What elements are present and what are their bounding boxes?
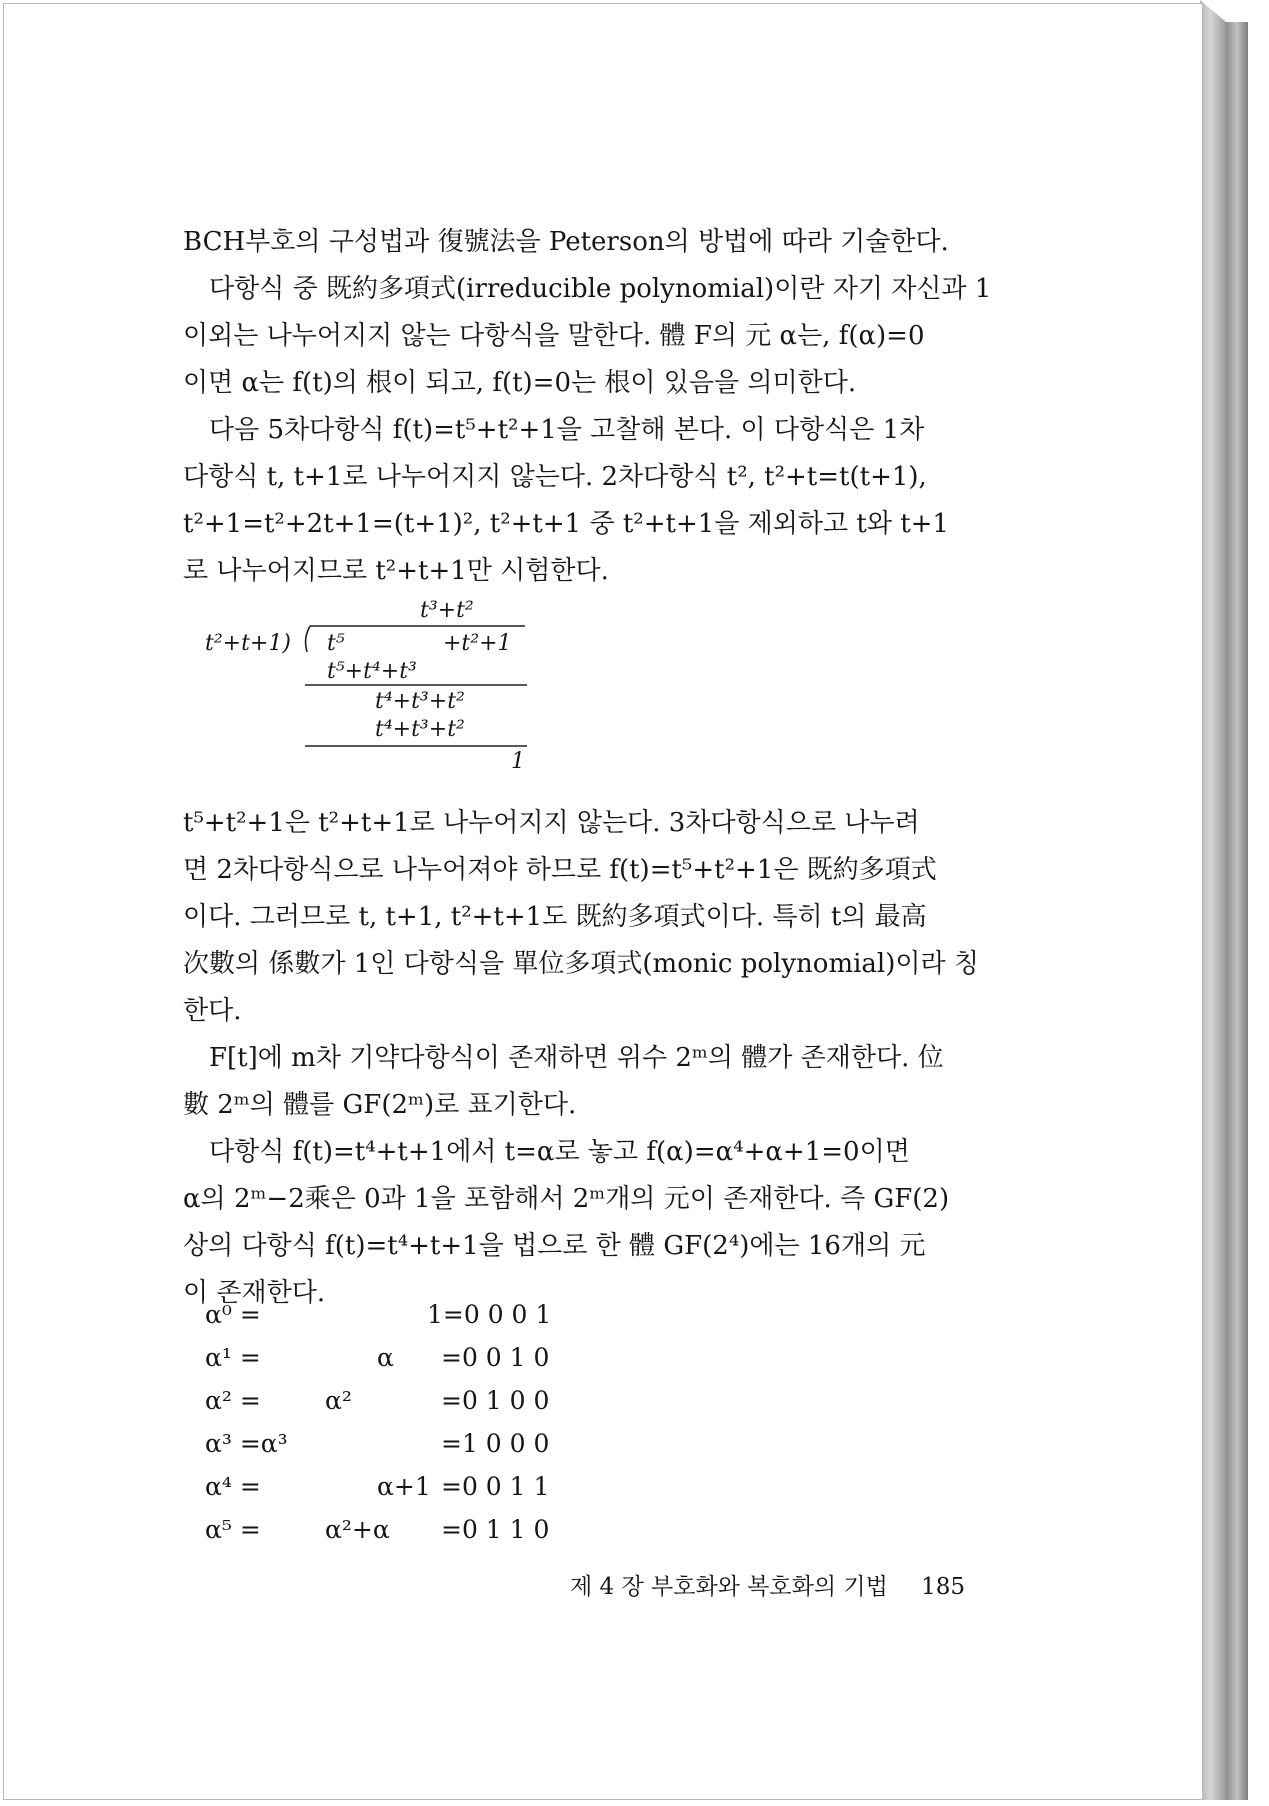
body-text-bottom (183, 800, 1003, 1317)
division-quotient: t³+t² (420, 598, 474, 623)
power-label: α³ =α³ (205, 1429, 288, 1458)
power-term-a2: α²+α (325, 1515, 390, 1544)
chapter-title: 제 4 장 부호화와 복호화의 기법 (570, 1574, 888, 1600)
paragraph-gf16 (183, 1129, 1003, 1317)
table-row (205, 1300, 625, 1340)
page-number: 185 (921, 1574, 966, 1600)
power-term-a1: α+1 (377, 1472, 431, 1501)
power-term-a1: α (377, 1343, 394, 1372)
power-binary: =0 1 0 0 (441, 1386, 550, 1415)
text-line: 次數의 係數가 1인 다항식을 單位多項式(monic polynomial)이라 칭 (183, 949, 979, 979)
power-label: α² = (205, 1386, 261, 1415)
power-term-a2: α² (325, 1386, 352, 1415)
table-row (205, 1515, 625, 1555)
table-row (205, 1429, 625, 1469)
text-line: 상의 다항식 f(t)=t⁴+t+1을 법으로 한 體 GF(2⁴)에는 16개의 元 (183, 1231, 926, 1261)
paragraph-example (183, 407, 1003, 595)
text-line: 면 2차다항식으로 나누어져야 하므로 f(t)=t⁵+t²+1은 既約多項式 (183, 855, 937, 885)
text-line: α의 2ᵐ−2乘은 0과 1을 포함해서 2ᵐ개의 元이 존재한다. 즉 GF(2) (183, 1184, 950, 1214)
division-subtract-1: t⁵+t⁴+t³ (327, 659, 417, 684)
page-edge-shadow (1200, 0, 1226, 1800)
paragraph-result (183, 800, 1003, 1035)
power-label: α⁵ = (205, 1515, 261, 1544)
text-line: 다음 5차다항식 f(t)=t⁵+t²+1을 고찰해 본다. 이 다항식은 1차 (209, 415, 925, 445)
paragraph-field (183, 1035, 1003, 1129)
table-row (205, 1343, 625, 1383)
division-final-remainder: 1 (511, 749, 525, 774)
division-remainder-1: t⁴+t³+t² (375, 689, 465, 714)
text-line: 다항식 중 既約多項式(irreducible polynomial)이란 자기 자신과 1 (209, 274, 992, 304)
page-edge-shadow-back (1226, 22, 1248, 1800)
power-binary: 1=0 0 0 1 (427, 1300, 552, 1329)
text-line: F[t]에 m차 기약다항식이 존재하면 위수 2ᵐ의 體가 존재한다. 位 (209, 1043, 944, 1073)
division-dividend-right: +t²+1 (443, 631, 512, 656)
polynomial-long-division (205, 586, 535, 774)
division-divisor: t²+t+1) (205, 631, 291, 656)
division-dividend-left: t⁵ (327, 631, 345, 656)
power-binary: =1 0 0 0 (441, 1429, 550, 1458)
power-binary: =0 1 1 0 (441, 1515, 550, 1544)
paragraph-irreducible (183, 266, 1003, 407)
text-line: 다항식 t, t+1로 나누어지지 않는다. 2차다항식 t², t²+t=t(t+1), (183, 462, 927, 492)
division-subtract-2: t⁴+t³+t² (375, 717, 465, 742)
text-line: 한다. (183, 996, 242, 1026)
power-label: α⁰ = (205, 1300, 261, 1329)
text-line: t²+1=t²+2t+1=(t+1)², t²+t+1 중 t²+t+1을 제외하고 t와 t+1 (183, 509, 949, 539)
text-line: BCH부호의 구성법과 復號法을 Peterson의 방법에 따라 기술한다. (183, 227, 949, 257)
text-line: 다항식 f(t)=t⁴+t+1에서 t=α로 놓고 f(α)=α⁴+α+1=0이면 (209, 1137, 910, 1167)
text-line: 이 존재한다. (183, 1278, 326, 1308)
power-binary: =0 0 1 0 (441, 1343, 550, 1372)
text-line: 이면 α는 f(t)의 根이 되고, f(t)=0는 根이 있음을 의미한다. (183, 368, 857, 398)
text-line: 이다. 그러므로 t, t+1, t²+t+1도 既約多項式이다. 특히 t의 最高 (183, 902, 927, 932)
text-line: t⁵+t²+1은 t²+t+1로 나누어지지 않는다. 3차다항식으로 나누려 (183, 808, 920, 838)
text-line: 이외는 나누어지지 않는 다항식을 말한다. 體 F의 元 α는, f(α)=0 (183, 321, 925, 351)
table-row (205, 1386, 625, 1426)
text-line: 로 나누어지므로 t²+t+1만 시험한다. (183, 556, 609, 586)
paragraph-intro (183, 219, 1003, 266)
power-label: α⁴ = (205, 1472, 261, 1501)
page-footer (570, 1568, 965, 1601)
body-text-top (183, 219, 1003, 595)
text-line: 數 2ᵐ의 體를 GF(2ᵐ)로 표기한다. (183, 1090, 577, 1120)
power-label: α¹ = (205, 1343, 261, 1372)
power-binary: =0 0 1 1 (441, 1472, 550, 1501)
table-row (205, 1472, 625, 1512)
